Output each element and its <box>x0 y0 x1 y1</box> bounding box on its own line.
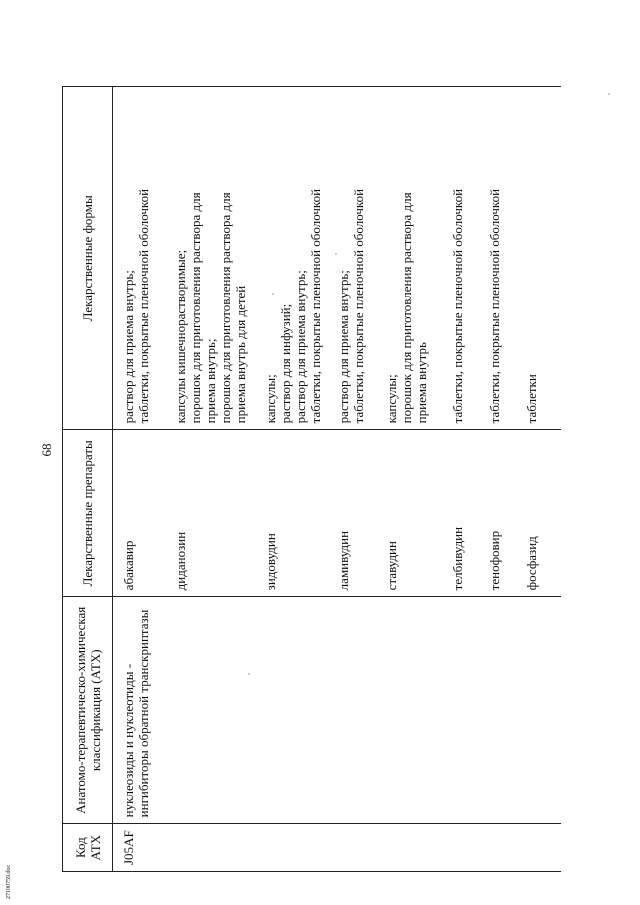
drug-name: зидовудин <box>263 533 278 591</box>
forms-block-didanosine <box>173 93 263 423</box>
classification-cell <box>113 597 562 824</box>
table-header-row <box>63 87 113 872</box>
form-line: порошок для приготовления раствора для <box>399 192 414 424</box>
form-line: таблетки, покрытые пленочной оболочкой <box>136 188 151 424</box>
table-row <box>113 87 562 872</box>
form-line: приема внутрь для детей <box>233 285 248 424</box>
header-forms: Лекарственные формы <box>63 87 113 430</box>
drug-name: абакавир <box>121 540 136 591</box>
form-line: порошок для приготовления раствора для <box>188 192 203 424</box>
drug-name: диданозин <box>173 531 188 591</box>
drug-block-telbivudine <box>450 436 487 590</box>
form-line: приема внутрь <box>414 342 429 424</box>
form-line: таблетки, покрытые пленочной оболочкой <box>487 188 502 424</box>
forms-block-lamivudine <box>336 93 384 423</box>
drug-block-tenofovir <box>487 436 524 590</box>
forms-block-zidovudine <box>263 93 336 423</box>
drug-name: ламивудин <box>336 530 351 591</box>
drug-name: телбивудин <box>450 526 465 591</box>
forms-block-stavudine <box>384 93 450 423</box>
forms-block-abacavir <box>121 93 173 423</box>
form-line: раствор для приема внутрь; <box>336 270 351 424</box>
drug-block-didanosine <box>173 436 263 590</box>
classification-line-1: нуклеозиды и нуклеотиды - <box>121 663 136 818</box>
atx-code-cell <box>113 824 562 872</box>
form-line: таблетки, покрытые пленочной оболочкой <box>450 188 465 424</box>
drug-name: тенофовир <box>487 530 502 591</box>
footer-filename: 27100759.doc <box>6 864 12 899</box>
drug-block-zidovudine <box>263 436 336 590</box>
drug-block-lamivudine <box>336 436 384 590</box>
form-line: таблетки, покрытые пленочной оболочкой <box>308 188 323 424</box>
form-line: приема внутрь; <box>203 338 218 424</box>
form-line: капсулы; <box>263 374 278 424</box>
classification-line-2: ингибиторы обратной транскриптазы <box>136 609 151 818</box>
page-number: 68 <box>39 443 54 457</box>
atx-drug-table <box>62 86 561 872</box>
forms-block-tenofovir <box>487 93 524 423</box>
scan-speck <box>335 253 337 255</box>
form-line: порошок для приготовления раствора для <box>218 192 233 424</box>
forms-block-telbivudine <box>450 93 487 423</box>
form-line: таблетки <box>524 374 539 424</box>
drug-name: фосфазид <box>524 536 539 591</box>
form-line: раствор для приема внутрь; <box>121 270 136 424</box>
scan-speck <box>272 293 274 295</box>
scan-speck <box>608 93 610 95</box>
drug-forms-cell <box>113 87 562 430</box>
header-atx-code: Код АТХ <box>63 824 113 872</box>
drug-name: ставудин <box>384 541 399 591</box>
header-classification: Анатомо-терапевтическо-химическая классификация (АТХ) <box>63 597 113 824</box>
scan-speck <box>248 673 250 675</box>
forms-block-phosphazide <box>524 93 539 423</box>
form-line: раствор для приема внутрь; <box>293 270 308 424</box>
form-line: капсулы кишечнорастворимые; <box>173 249 188 424</box>
drug-block-abacavir <box>121 436 173 590</box>
header-drugs: Лекарственные препараты <box>63 430 113 597</box>
form-line: таблетки, покрытые пленочной оболочкой <box>351 188 366 424</box>
drug-block-phosphazide <box>524 436 539 590</box>
drug-names-cell <box>113 430 562 597</box>
drug-block-stavudine <box>384 436 450 590</box>
form-line: раствор для инфузий; <box>278 303 293 424</box>
atx-code: J05AF <box>121 830 136 865</box>
form-line: капсулы; <box>384 374 399 424</box>
